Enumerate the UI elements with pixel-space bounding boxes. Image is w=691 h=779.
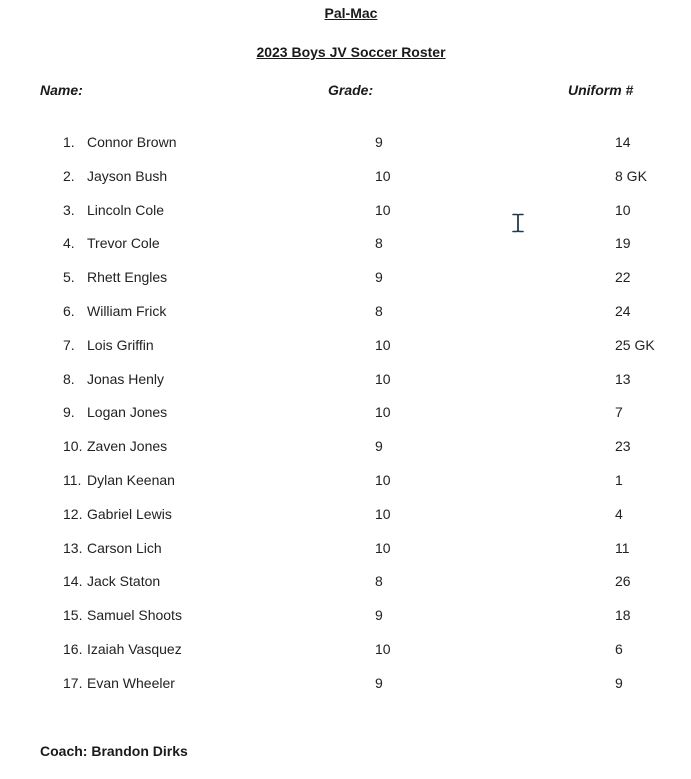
roster-row xyxy=(0,134,691,168)
player-grade: 9 xyxy=(375,607,383,624)
player-number: 17. xyxy=(63,674,83,691)
roster-row xyxy=(0,371,691,405)
player-number: 3. xyxy=(63,201,75,218)
player-grade: 10 xyxy=(375,370,391,387)
roster-row xyxy=(0,303,691,337)
player-number: 6. xyxy=(63,302,75,319)
player-name: Logan Jones xyxy=(87,404,168,421)
player-uniform: 23 xyxy=(615,438,631,455)
player-number: 10. xyxy=(63,438,83,455)
player-uniform: 6 xyxy=(615,640,623,657)
player-grade: 8 xyxy=(375,573,383,590)
roster-row xyxy=(0,506,691,540)
roster-row xyxy=(0,404,691,438)
player-uniform: 13 xyxy=(615,370,631,387)
player-name: Zaven Jones xyxy=(87,438,168,455)
player-number: 1. xyxy=(63,134,75,150)
document-title: Pal-Mac xyxy=(324,5,378,21)
player-uniform: 9 xyxy=(615,674,623,691)
player-number: 4. xyxy=(63,235,75,252)
player-number: 13. xyxy=(63,539,83,556)
player-number: 15. xyxy=(63,607,83,624)
player-uniform: 8 GK xyxy=(615,167,647,184)
player-name: Connor Brown xyxy=(87,134,177,150)
player-uniform: 24 xyxy=(615,302,631,319)
player-name: William Frick xyxy=(87,302,167,319)
player-uniform: 22 xyxy=(615,269,631,286)
coach-line: Coach: Brandon Dirks xyxy=(40,743,188,759)
player-grade: 10 xyxy=(375,201,391,218)
player-name: Lois Griffin xyxy=(87,336,154,353)
player-name: Rhett Engles xyxy=(87,269,168,286)
player-number: 5. xyxy=(63,269,75,286)
player-uniform: 1 xyxy=(615,471,623,488)
roster-list xyxy=(0,134,691,709)
player-name: Gabriel Lewis xyxy=(87,505,172,522)
player-name: Dylan Keenan xyxy=(87,471,175,488)
player-grade: 9 xyxy=(375,438,383,455)
player-grade: 10 xyxy=(375,404,391,421)
player-number: 7. xyxy=(63,336,75,353)
player-grade: 9 xyxy=(375,134,383,150)
roster-row xyxy=(0,202,691,236)
roster-row xyxy=(0,269,691,303)
roster-row xyxy=(0,472,691,506)
player-uniform: 26 xyxy=(615,573,631,590)
roster-row xyxy=(0,540,691,574)
player-name: Samuel Shoots xyxy=(87,607,182,624)
player-grade: 8 xyxy=(375,235,383,252)
player-name: Lincoln Cole xyxy=(87,201,165,218)
roster-row xyxy=(0,641,691,675)
roster-row xyxy=(0,607,691,641)
player-uniform: 25 GK xyxy=(615,336,655,353)
player-number: 14. xyxy=(63,573,83,590)
player-uniform: 11 xyxy=(615,539,630,556)
roster-row xyxy=(0,675,691,709)
roster-row xyxy=(0,573,691,607)
player-grade: 10 xyxy=(375,336,391,353)
player-grade: 9 xyxy=(375,269,383,286)
player-number: 12. xyxy=(63,505,83,522)
player-grade: 10 xyxy=(375,505,391,522)
column-header-name: Name: xyxy=(40,82,83,98)
player-number: 9. xyxy=(63,404,75,421)
player-uniform: 14 xyxy=(615,134,631,150)
player-uniform: 18 xyxy=(615,607,631,624)
player-grade: 10 xyxy=(375,539,391,556)
column-header-grade: Grade: xyxy=(328,82,374,98)
player-name: Izaiah Vasquez xyxy=(87,640,182,657)
player-name: Carson Lich xyxy=(87,539,162,556)
player-number: 11. xyxy=(63,471,82,488)
player-name: Jonas Henly xyxy=(87,370,165,387)
roster-row xyxy=(0,235,691,269)
player-uniform: 7 xyxy=(615,404,623,421)
player-name: Jayson Bush xyxy=(87,167,168,184)
player-grade: 8 xyxy=(375,302,383,319)
roster-row xyxy=(0,168,691,202)
player-grade: 10 xyxy=(375,471,391,488)
text-cursor-icon xyxy=(512,213,524,233)
player-number: 2. xyxy=(63,167,75,184)
player-name: Trevor Cole xyxy=(87,235,160,252)
player-name: Jack Staton xyxy=(87,573,161,590)
player-uniform: 19 xyxy=(615,235,631,252)
player-number: 8. xyxy=(63,370,75,387)
player-name: Evan Wheeler xyxy=(87,674,175,691)
player-uniform: 10 xyxy=(615,201,631,218)
player-grade: 10 xyxy=(375,640,391,657)
player-grade: 9 xyxy=(375,674,383,691)
roster-row xyxy=(0,337,691,371)
player-uniform: 4 xyxy=(615,505,623,522)
player-number: 16. xyxy=(63,640,83,657)
column-header-uniform: Uniform # xyxy=(568,82,634,98)
roster-row xyxy=(0,438,691,472)
document-subtitle: 2023 Boys JV Soccer Roster xyxy=(256,44,446,60)
player-grade: 10 xyxy=(375,167,391,184)
